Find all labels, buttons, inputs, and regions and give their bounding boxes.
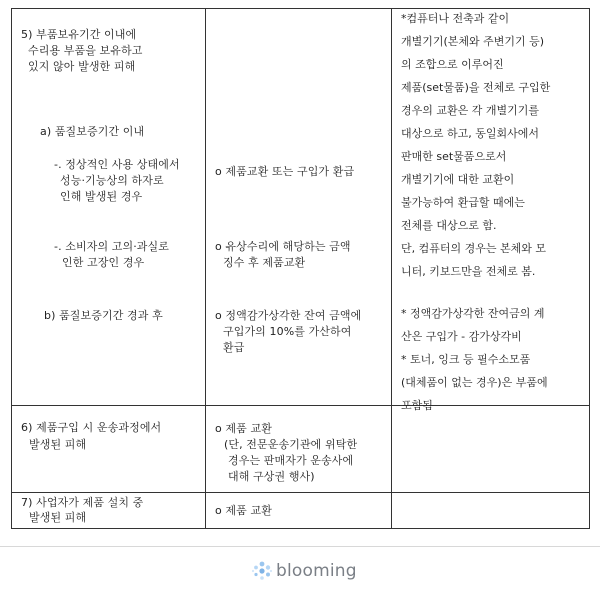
case-heading-line: 있지 않아 발생한 피해 [28,60,136,73]
note-line: 판매한 set물품으로서 [401,150,507,163]
table-cell-note [392,493,590,529]
remedy-line: (단, 전문운송기관에 위탁한 [224,438,358,451]
remedy-line: 구입가의 10%를 가산하여 [223,325,352,338]
case-heading-line: 6) 제품구입 시 운송과정에서 [21,421,162,434]
note-line: 개별기기에 대한 교환이 [401,173,515,186]
table-cell-remedy [206,493,392,529]
note-line: 포함됨 [401,399,433,412]
subcase-item-line: 성능·기능상의 하자로 [60,174,164,187]
compensation-table [11,8,590,529]
case-heading-line: 수리용 부품을 보유하고 [28,44,143,57]
note-line: 개별기기(본체와 주변기기 등) [401,35,545,48]
case-heading-line: 발생된 피해 [29,438,87,451]
brand-name: blooming [276,561,357,581]
subcase-item-line: 인한 고장인 경우 [62,256,145,269]
remedy-line: o 제품 교환 [215,504,272,517]
note-line: 전체를 대상으로 함. [401,219,497,232]
note-line: 경우의 교환은 각 개별기기를 [401,104,540,117]
note-line: * 정액감가상각한 잔여금의 계 [401,307,545,320]
table-row [12,9,590,406]
subcase-item-line: -. 소비자의 고의·과실로 [54,240,169,253]
subcase-label: b) 품질보증기간 경과 후 [44,309,163,322]
note-line: 의 조합으로 이루어진 [401,58,504,71]
case-heading-line: 5) 부품보유기간 이내에 [21,28,137,41]
table-cell-case [12,9,206,406]
note-line: 단, 컴퓨터의 경우는 본체와 모 [401,242,546,255]
table-cell-note [392,9,590,412]
note-line: 대상으로 하고, 동일회사에서 [401,127,540,140]
subcase-item-line: 인해 발생된 경우 [60,190,143,203]
remedy-line: 경우는 판매자가 운송사에 [228,454,354,467]
subcase-label: a) 품질보증기간 이내 [40,125,145,138]
note-line: 불가능하여 환급할 때에는 [401,196,525,209]
remedy-line: 징수 후 제품교환 [223,256,306,269]
table-cell-remedy [206,9,392,406]
case-heading-line: 발생된 피해 [29,511,87,524]
remedy-line: 환급 [223,341,245,354]
remedy-line: o 제품 교환 [215,422,272,435]
note-line: 산은 구입가 - 감가상각비 [401,330,522,343]
subcase-item-line: -. 정상적인 사용 상태에서 [54,158,180,171]
case-heading-line: 7) 사업자가 제품 설치 중 [21,496,144,509]
flower-dots-icon [251,560,273,582]
remedy-line: 대해 구상권 행사) [228,470,315,483]
note-line: 제품(set물품)을 전체로 구입한 [401,81,551,94]
remedy-line: o 제품교환 또는 구입가 환급 [215,165,355,178]
remedy-line: o 정액감가상각한 잔여 금액에 [215,309,362,322]
brand-logo [251,558,357,584]
table-cell-case [12,406,206,493]
note-line: *컴퓨터나 전축과 같이 [401,12,510,25]
remedy-line: o 유상수리에 해당하는 금액 [215,240,351,253]
note-line: (대체품이 없는 경우)은 부품에 [401,376,548,389]
note-line: 니터, 키보드만을 전체로 봄. [401,265,536,278]
footer-divider [0,546,600,547]
table-row [12,493,590,529]
note-line: * 토너, 잉크 등 필수소모품 [401,353,531,366]
table-cell-case [12,493,206,529]
table-cell-remedy [206,406,392,493]
table-cell-note [392,406,590,493]
table-row [12,406,590,493]
